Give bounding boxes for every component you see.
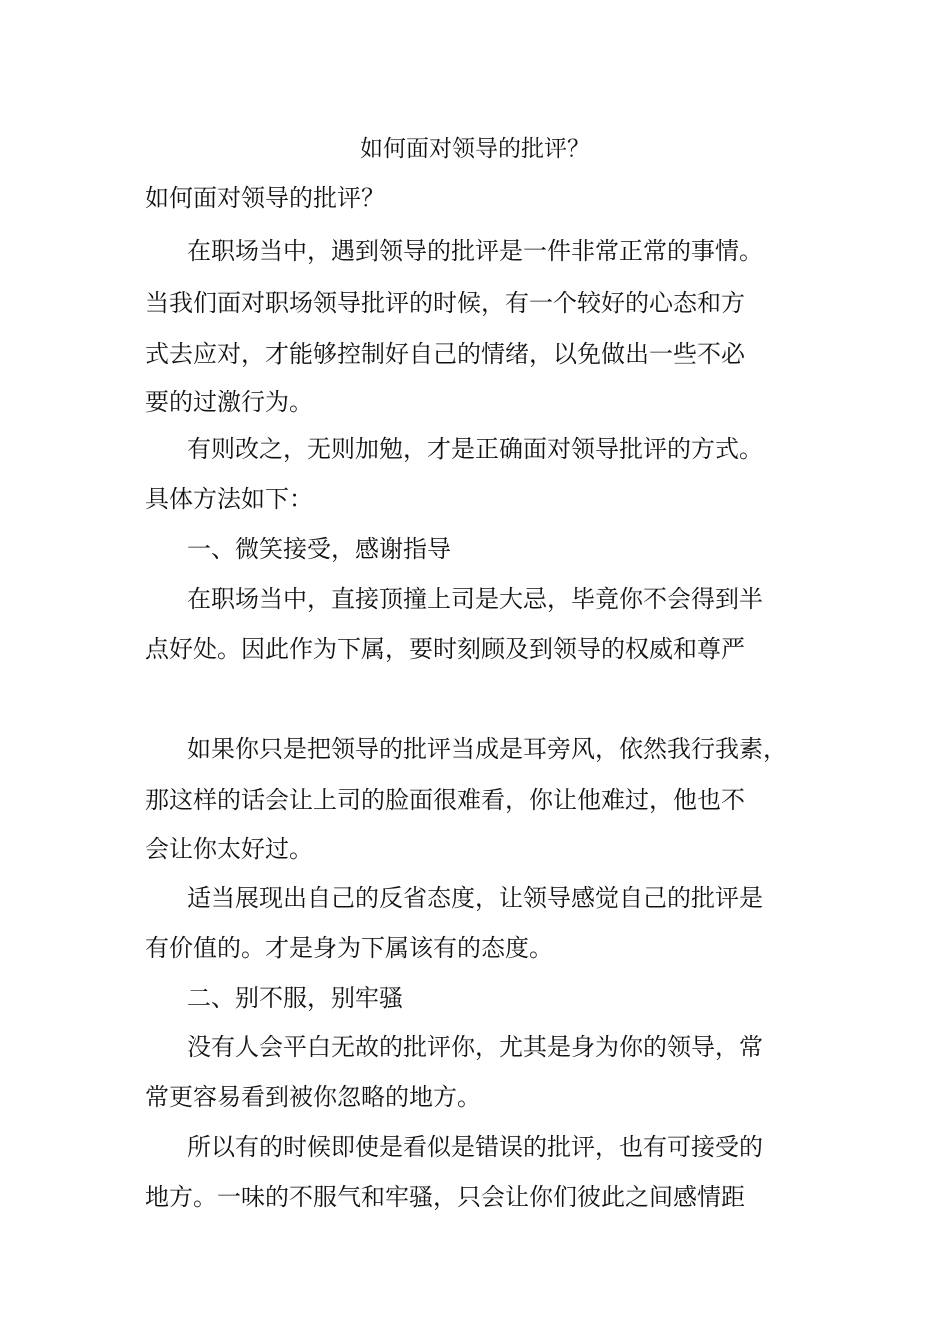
paragraph-line: 有价值的。才是身为下属该有的态度。 — [145, 934, 553, 962]
subtitle-line: 如何面对领导的批评？ — [145, 184, 385, 212]
section-heading: 二、别不服，别牢骚 — [187, 984, 403, 1012]
paragraph-line: 点好处。因此作为下属，要时刻顾及到领导的权威和尊严 — [145, 635, 745, 663]
paragraph-line: 常更容易看到被你忽略的地方。 — [145, 1083, 481, 1111]
paragraph-line: 在职场当中，直接顶撞上司是大忌，毕竟你不会得到半 — [187, 585, 763, 613]
paragraph-line: 在职场当中，遇到领导的批评是一件非常正常的事情。 — [187, 237, 763, 265]
paragraph-line: 地方。一味的不服气和牢骚，只会让你们彼此之间感情距 — [145, 1183, 745, 1211]
document-title: 如何面对领导的批评？ — [360, 136, 590, 162]
paragraph-line: 适当展现出自己的反省态度，让领导感觉自己的批评是 — [187, 884, 763, 912]
paragraph-line: 如果你只是把领导的批评当成是耳旁风，依然我行我素， — [187, 735, 787, 763]
paragraph-line: 有则改之，无则加勉，才是正确面对领导批评的方式。 — [187, 435, 763, 463]
paragraph-line: 具体方法如下： — [145, 485, 313, 513]
paragraph-line: 要的过激行为。 — [145, 388, 313, 416]
paragraph-line: 会让你太好过。 — [145, 835, 313, 863]
section-heading: 一、微笑接受，感谢指导 — [187, 535, 451, 563]
paragraph-line: 式去应对，才能够控制好自己的情绪，以免做出一些不必 — [145, 340, 745, 368]
paragraph-line: 所以有的时候即使是看似是错误的批评，也有可接受的 — [187, 1133, 763, 1161]
paragraph-line: 没有人会平白无故的批评你，尤其是身为你的领导，常 — [187, 1033, 763, 1061]
paragraph-line: 那这样的话会让上司的脸面很难看，你让他难过，他也不 — [145, 786, 745, 814]
paragraph-line: 当我们面对职场领导批评的时候，有一个较好的心态和方 — [145, 289, 745, 317]
